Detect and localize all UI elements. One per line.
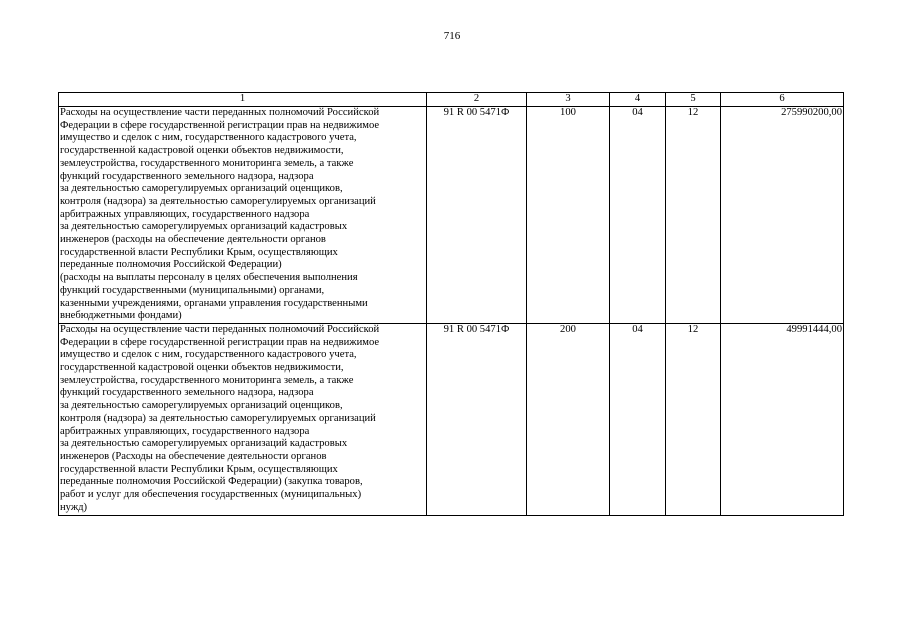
target-article-code: 91 R 00 5471Ф bbox=[427, 107, 527, 324]
column-header-4: 4 bbox=[610, 93, 666, 107]
table-header-row bbox=[59, 93, 844, 107]
table-row bbox=[59, 107, 844, 324]
section-code: 04 bbox=[610, 323, 666, 515]
column-header-3: 3 bbox=[527, 93, 610, 107]
table-row bbox=[59, 323, 844, 515]
column-header-2: 2 bbox=[427, 93, 527, 107]
amount: 49991444,00 bbox=[721, 323, 844, 515]
amount: 275990200,00 bbox=[721, 107, 844, 324]
expense-type-code: 100 bbox=[527, 107, 610, 324]
page-number: 716 bbox=[443, 30, 461, 42]
subsection-code: 12 bbox=[666, 323, 721, 515]
expense-description: Расходы на осуществление части переданных полномочий Российской Федерации в сфере государственной регистрации прав на недвижимое имущество и сделок с ним, государственного кадастрового учета, государственной кадастровой оценки объектов недвижимости, землеустройства, государственного мониторинга земель, а также функций государственного земельного надзора, надзора за деятельностью саморегулируемых организаций оценщиков, контроля (надзора) за деятельностью саморегулируемых организаций арбитражных управляющих, государственного надзора за деятельностью саморегулируемых организаций кадастровых инженеров (Расходы на обеспечение деятельности органов государственной власти Республики Крым, осуществляющих переданные полномочия Российской Федерации) (закупка товаров, работ и услуг для обеспечения государственных (муниципальных) нужд) bbox=[59, 323, 427, 515]
subsection-code: 12 bbox=[666, 107, 721, 324]
column-header-1: 1 bbox=[59, 93, 427, 107]
column-header-6: 6 bbox=[721, 93, 844, 107]
column-header-5: 5 bbox=[666, 93, 721, 107]
section-code: 04 bbox=[610, 107, 666, 324]
target-article-code: 91 R 00 5471Ф bbox=[427, 323, 527, 515]
expense-type-code: 200 bbox=[527, 323, 610, 515]
budget-table bbox=[58, 92, 844, 516]
expense-description: Расходы на осуществление части переданных полномочий Российской Федерации в сфере государственной регистрации прав на недвижимое имущество и сделок с ним, государственного кадастрового учета, государственной кадастровой оценки объектов недвижимости, землеустройства, государственного мониторинга земель, а также функций государственного земельного надзора, надзора за деятельностью саморегулируемых организаций оценщиков, контроля (надзора) за деятельностью саморегулируемых организаций арбитражных управляющих, государственного надзора за деятельностью саморегулируемых организаций кадастровых инженеров (расходы на обеспечение деятельности органов государственной власти Республики Крым, осуществляющих переданные полномочия Российской Федерации) (расходы на выплаты персоналу в целях обеспечения выполнения функций государственными (муниципальными) органами, казенными учреждениями, органами управления государственными внебюджетными фондами) bbox=[59, 107, 427, 324]
